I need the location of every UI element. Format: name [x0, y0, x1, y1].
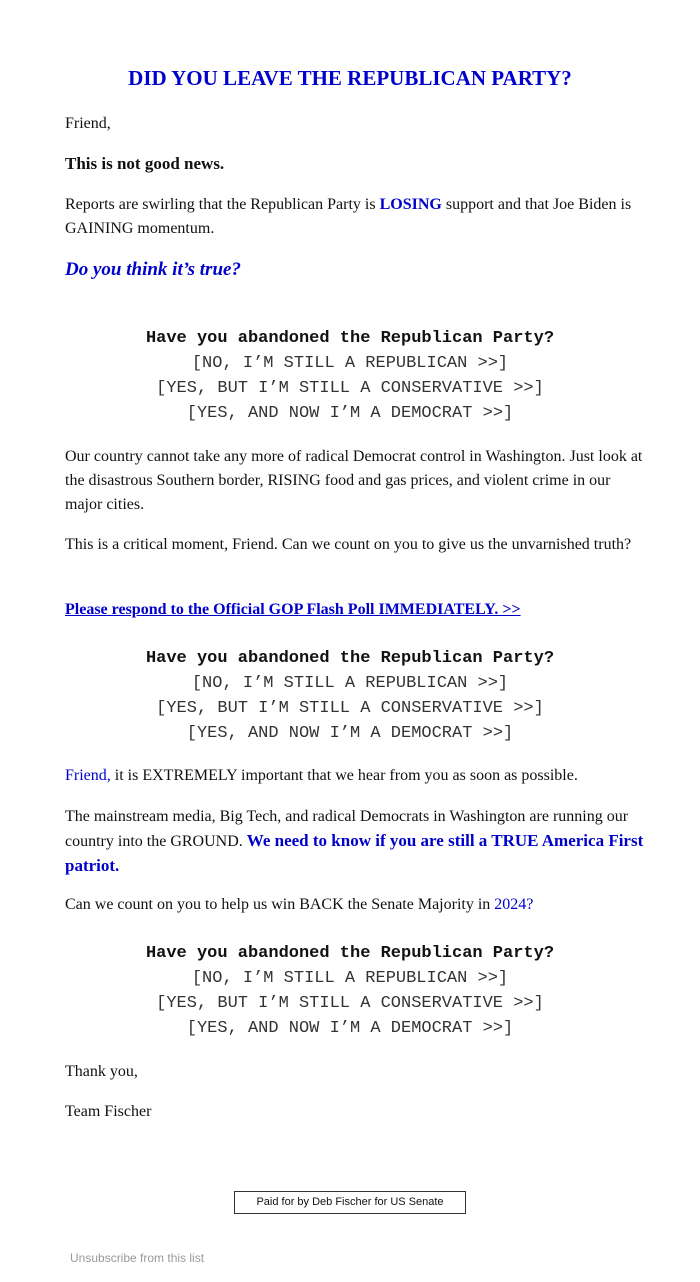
flash-poll-link[interactable]: Please respond to the Official GOP Flash Poll IMMEDIATELY. >> [65, 601, 521, 618]
para5-pre: The mainstream media, Big Tech, and radical Democrats in Washington are running our country into the GROUND. [65, 808, 629, 850]
poll-option-yes-conservative[interactable]: [YES, BUT I’M STILL A CONSERVATIVE >>] [156, 379, 544, 398]
poll-option-yes-democrat[interactable]: [YES, AND NOW I’M A DEMOCRAT >>] [186, 404, 514, 423]
paid-for-disclaimer: Paid for by Deb Fischer for US Senate [234, 1191, 466, 1214]
para1-emphasis: LOSING [379, 196, 442, 213]
para6-year: 2024? [494, 896, 534, 913]
poll-question: Have you abandoned the Republican Party? [145, 329, 555, 348]
paragraph-critical-moment: This is a critical moment, Friend. Can we count on you to give us the unvarnished truth? [65, 536, 632, 553]
para4-rest: it is EXTREMELY important that we hear from you as soon as possible. [110, 767, 578, 784]
closing: Thank you, [65, 1063, 138, 1080]
paragraph-senate-majority [65, 893, 645, 917]
para1-post: support and that Joe Biden is GAINING momentum. [65, 196, 632, 237]
poll-option-yes-conservative[interactable]: [YES, BUT I’M STILL A CONSERVATIVE >>] [156, 699, 544, 718]
para5-emphasis: We need to know if you are still a TRUE America First patriot. [65, 831, 644, 875]
para6-pre: Can we count on you to help us win BACK the Senate Majority in [65, 896, 495, 913]
poll-option-yes-democrat[interactable]: [YES, AND NOW I’M A DEMOCRAT >>] [186, 724, 514, 743]
poll-option-no[interactable]: [NO, I’M STILL A REPUBLICAN >>] [191, 969, 509, 988]
signature: Team Fischer [65, 1103, 152, 1120]
paragraph-losing-support [65, 193, 645, 241]
poll-option-no[interactable]: [NO, I’M STILL A REPUBLICAN >>] [191, 674, 509, 693]
cta-container [65, 598, 645, 622]
poll-block-3 [0, 941, 700, 1041]
bad-news-heading: This is not good news. [65, 154, 225, 173]
poll-option-yes-democrat[interactable]: [YES, AND NOW I’M A DEMOCRAT >>] [186, 1019, 514, 1038]
para1-pre: Reports are swirling that the Republican Party is [65, 196, 380, 213]
para4-name: Friend, [65, 767, 111, 784]
paragraph-extremely-important [65, 764, 645, 788]
poll-question: Have you abandoned the Republican Party? [145, 944, 555, 963]
poll-question: Have you abandoned the Republican Party? [145, 649, 555, 668]
paragraph-mainstream-media [65, 805, 645, 879]
poll-option-yes-conservative[interactable]: [YES, BUT I’M STILL A CONSERVATIVE >>] [156, 994, 544, 1013]
paragraph-radical-democrat: Our country cannot take any more of radical Democrat control in Washington. Just look at the disastrous Southern border, RISING food and gas prices, and violent crime in our major cities. [65, 448, 643, 513]
poll-option-no[interactable]: [NO, I’M STILL A REPUBLICAN >>] [191, 354, 509, 373]
headline: DID YOU LEAVE THE REPUBLICAN PARTY? [128, 66, 572, 90]
poll-block-1 [0, 326, 700, 426]
question-heading: Do you think it’s true? [65, 259, 241, 280]
greeting: Friend, [65, 115, 111, 132]
poll-block-2 [0, 646, 700, 746]
unsubscribe-link[interactable]: Unsubscribe from this list [70, 1251, 205, 1265]
